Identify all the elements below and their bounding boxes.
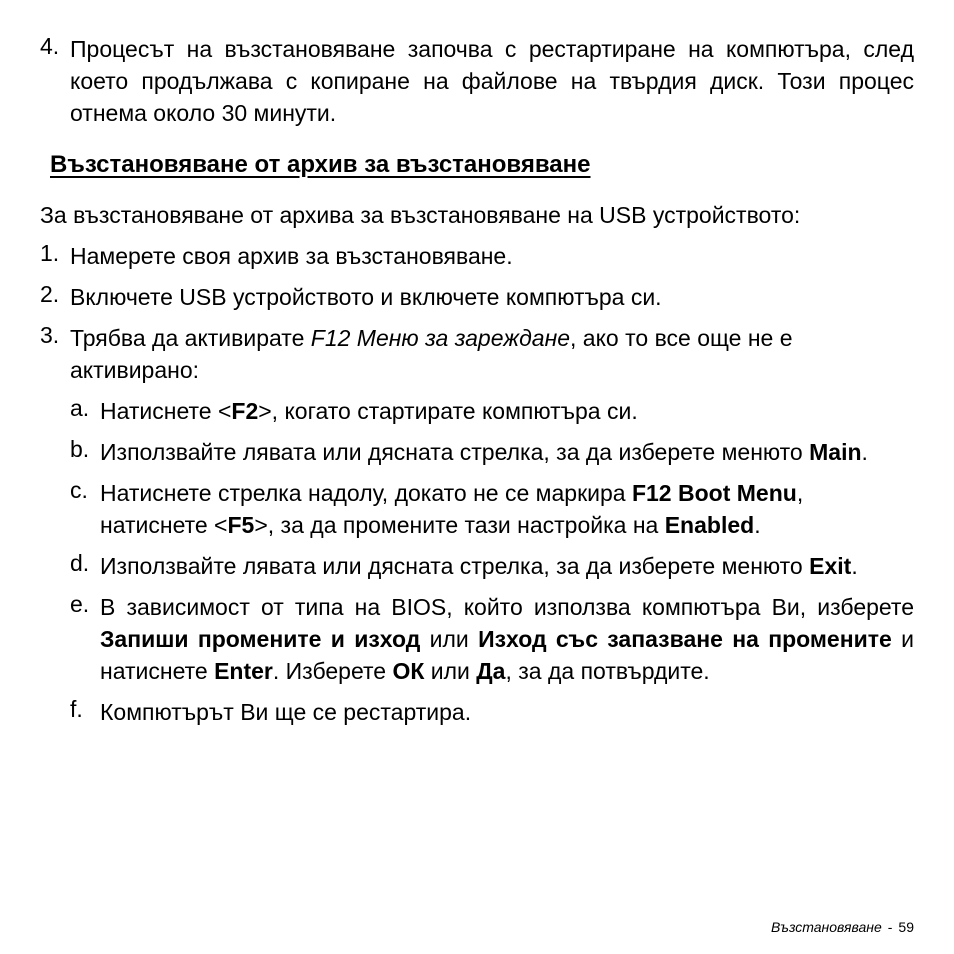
key-name: F2: [231, 398, 259, 424]
step-number: 1.: [40, 240, 60, 266]
key-name: F5: [227, 512, 255, 538]
step-text: Намерете своя архив за възстановяване.: [70, 243, 513, 269]
text: Използвайте лявата или дясната стрелка, за да изберете менюто: [100, 553, 810, 579]
text: Натиснете стрелка надолу, докато не се маркира: [100, 480, 632, 506]
page-footer: [771, 917, 914, 937]
text: Компютърът Ви ще се рестартира.: [100, 699, 472, 725]
footer-section-title: Възстановяване: [770, 919, 882, 935]
substep-letter: b.: [70, 436, 90, 462]
step-3: [40, 322, 914, 386]
substep-text: [100, 477, 914, 541]
step-1: [40, 240, 914, 272]
text: Трябва да активирате: [70, 325, 311, 351]
text: >, за да промените тази настройка на: [254, 512, 665, 538]
substep-text: [100, 696, 914, 728]
page-content: [40, 33, 914, 728]
substep-e: [70, 591, 914, 687]
step-text: Включете USB устройството и включете компютъра си.: [70, 284, 662, 310]
text: , за да потвърдите.: [505, 658, 710, 684]
substep-d: [70, 550, 914, 582]
option-name: Да: [476, 658, 506, 684]
text: .: [851, 553, 858, 579]
menu-name: F12 Boot Menu: [631, 480, 797, 506]
menu-name: Exit: [809, 553, 852, 579]
option-name: Запиши промените и изход: [100, 626, 421, 652]
page-number: 59: [898, 919, 914, 935]
section-heading: Възстановяване от архив за възстановяване: [50, 151, 591, 178]
step-number: 3.: [40, 322, 60, 348]
substep-text: [100, 436, 914, 468]
substep-text: [100, 395, 914, 427]
menu-name: F12 Меню за зареждане: [310, 325, 571, 351]
text: .: [861, 439, 868, 465]
option-name: Изход със запазване на промените: [478, 626, 892, 652]
step-text: [70, 322, 914, 386]
menu-name: Main: [809, 439, 862, 465]
substep-letter: c.: [70, 477, 88, 503]
text: >, когато стартирате компютъра си.: [258, 398, 638, 424]
footer-separator: -: [887, 919, 893, 935]
substep-letter: f.: [70, 696, 83, 722]
substep-text: [100, 550, 914, 582]
text: .: [754, 512, 761, 538]
substep-c: [70, 477, 914, 541]
substep-letter: d.: [70, 550, 90, 576]
substep-a: [70, 395, 914, 427]
substep-b: [70, 436, 914, 468]
text: или: [424, 658, 477, 684]
step-number: 4.: [40, 33, 60, 59]
step-number: 2.: [40, 281, 60, 307]
text: В зависимост от типа на BIOS, който използва компютъра Ви, изберете: [100, 594, 914, 620]
step-2: [40, 281, 914, 313]
section-intro: За възстановяване от архива за възстановяване на USB устройството:: [40, 202, 801, 228]
text: . Изберете: [272, 658, 393, 684]
substep-letter: e.: [70, 591, 90, 617]
text: , натиснете <: [100, 480, 804, 538]
setting-value: Enabled: [664, 512, 755, 538]
text: Натиснете <: [100, 398, 232, 424]
text: Използвайте лявата или дясната стрелка, за да изберете менюто: [100, 439, 810, 465]
text: и натиснете: [100, 626, 914, 684]
step-4: [40, 33, 914, 129]
text: или: [420, 626, 479, 652]
step-text: Процесът на възстановяване започва с рестартиране на компютъра, след което продължава с копиране на файлове на твърдия диск. Този процес отнема около 30 минути.: [70, 36, 914, 126]
option-name: ОК: [392, 658, 425, 684]
substep-f: [70, 696, 914, 728]
substep-letter: a.: [70, 395, 90, 421]
text: , ако то все още не е активирано:: [70, 325, 793, 383]
substep-text: [100, 591, 914, 687]
key-name: Enter: [214, 658, 273, 684]
